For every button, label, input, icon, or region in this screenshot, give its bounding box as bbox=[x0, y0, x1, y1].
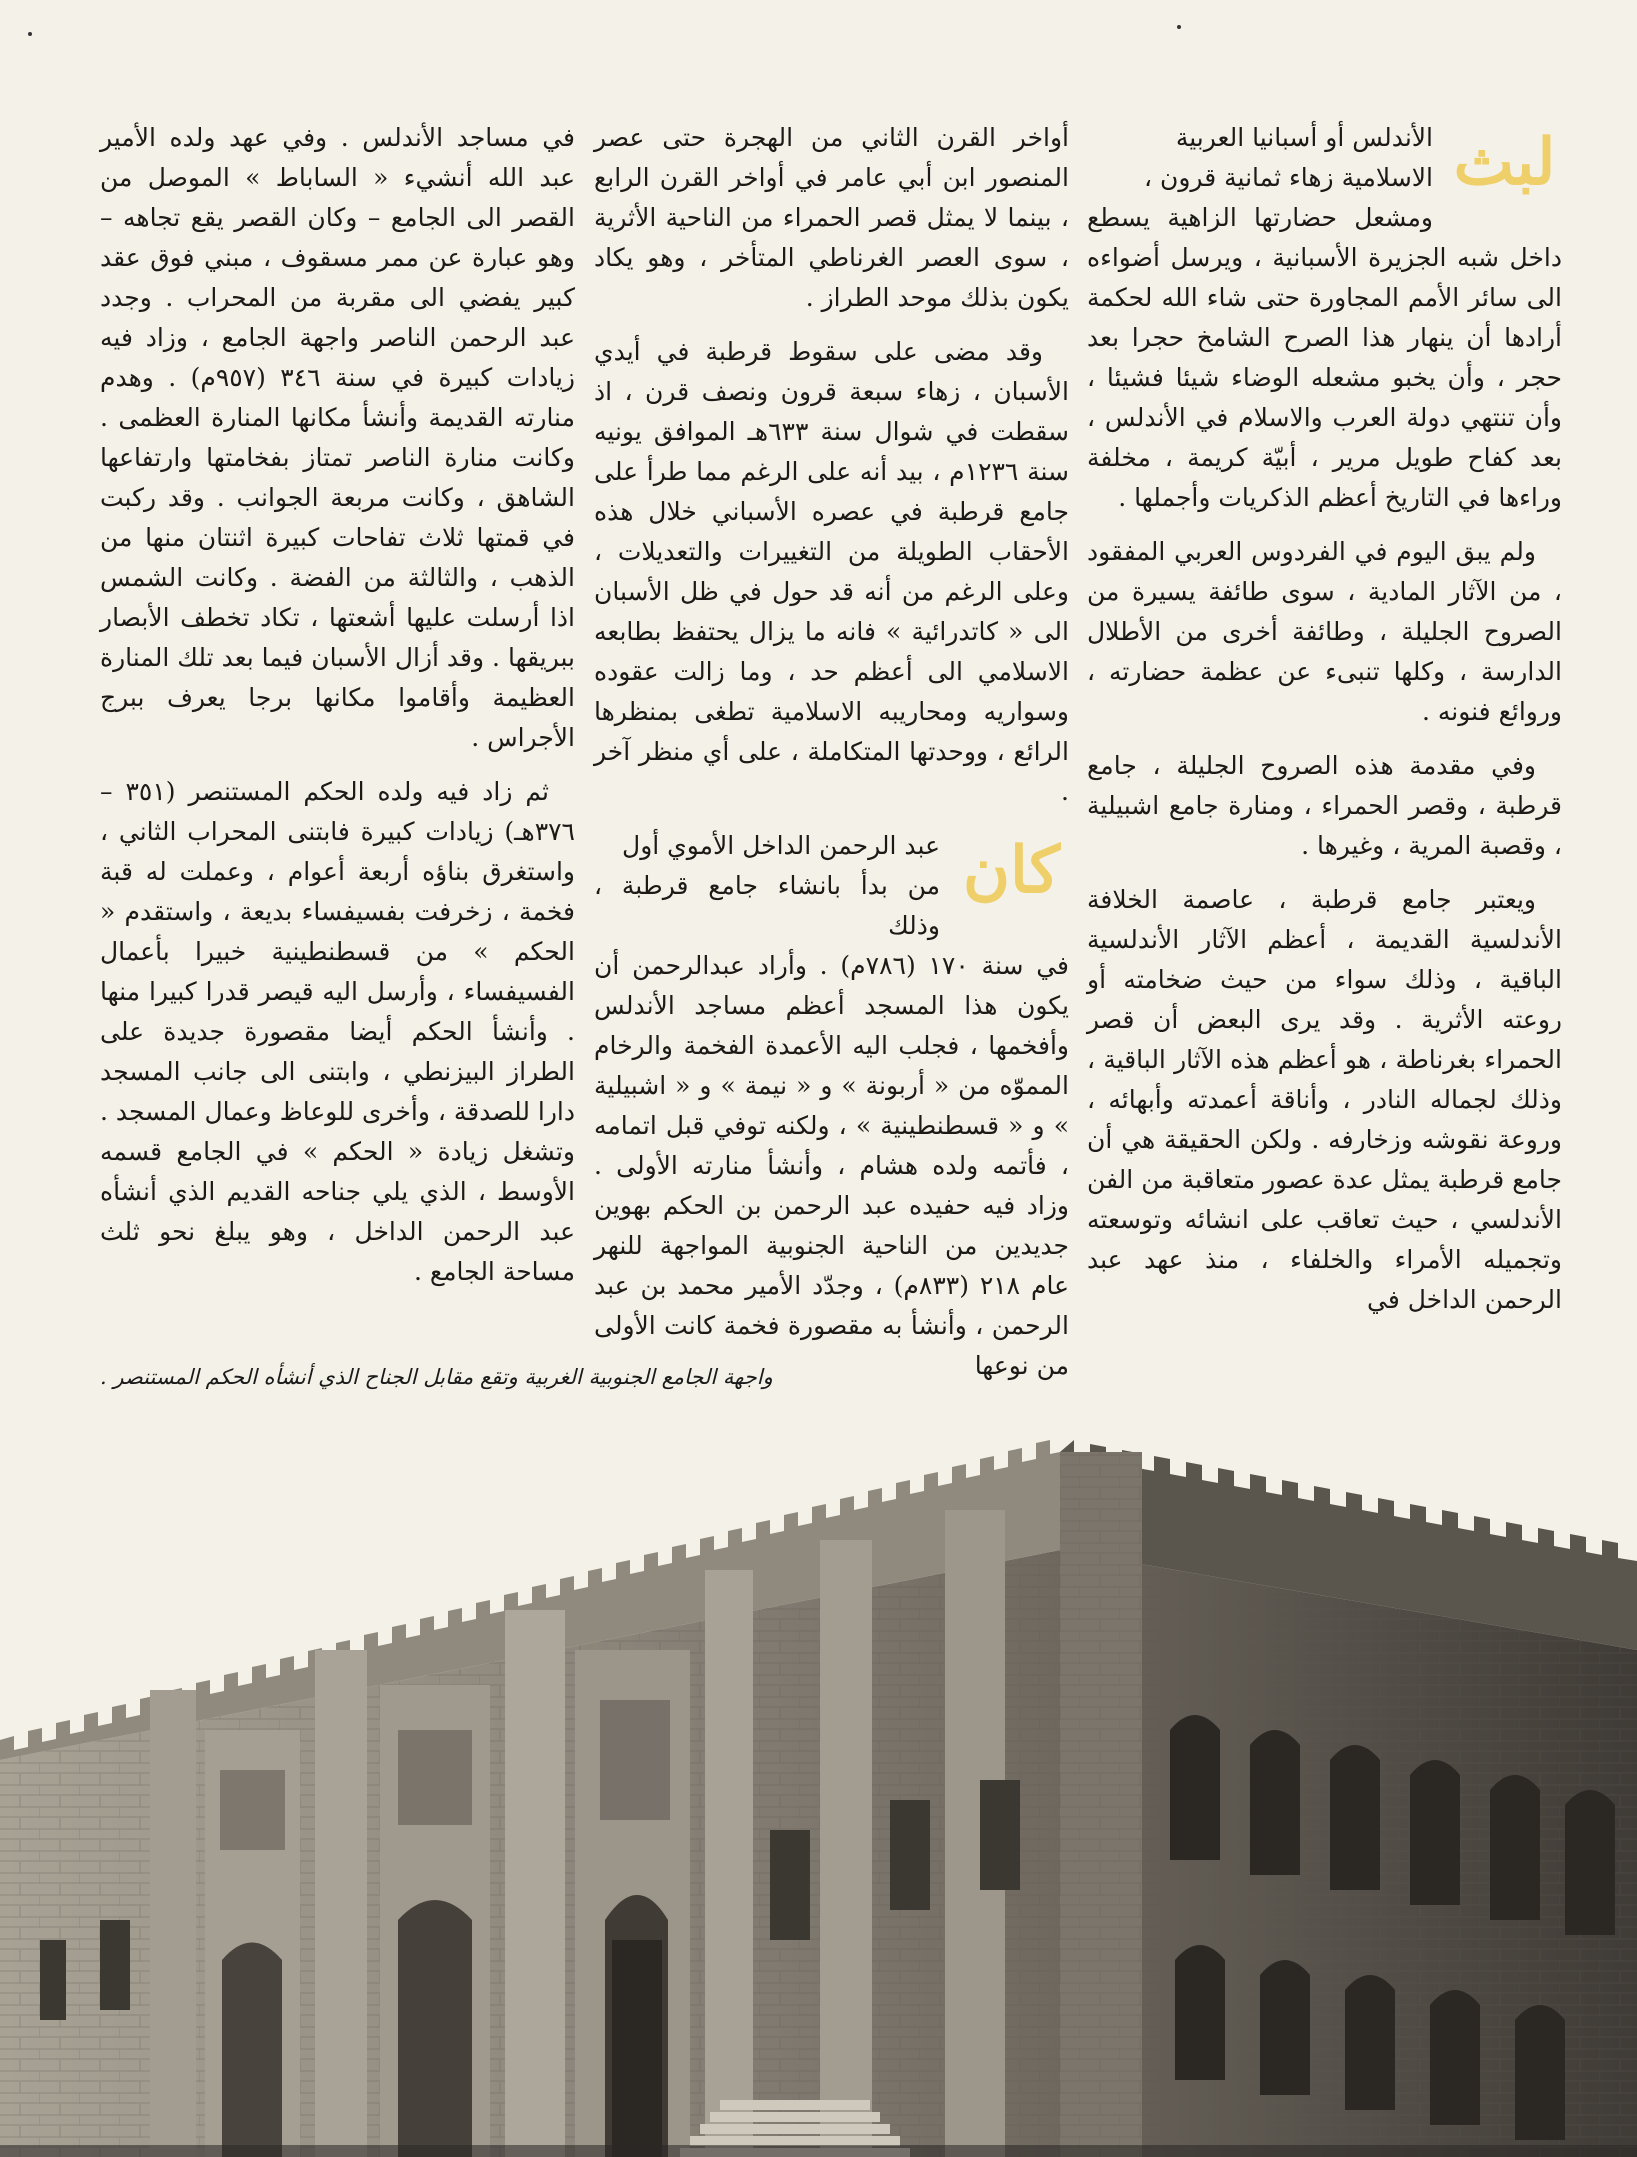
portal-medium bbox=[380, 1685, 490, 2157]
article-column-right bbox=[1087, 118, 1562, 1333]
photo-caption: واجهة الجامع الجنوبية الغربية وتقع مقابل الجناح الذي أنشأه الحكم المستنصر . bbox=[100, 1365, 773, 1389]
paragraph: وقد مضى على سقوط قرطبة في أيدي الأسبان ، زهاء سبعة قرون ونصف قرن ، اذ سقطت في شوال سنة ٦٣٣هـ الموافق يونيه سنة ١٢٣٦م ، بيد أنه على الرغم مما طرأ على جامع قرطبة في عصره الأسباني خلال هذه الأحقاب الطويلة من التغييرات والتعديلات ، وعلى الرغم من أنه قد حول في ظل الأسبان الى « كاتدرائية » فانه ما يزال يحتفظ بطابعه الاسلامي الى أعظم حد ، وما زالت عقوده وسواريه ومحاريبه الاسلامية تطغى بمنظرها الرائع ، ووحدتها المتكاملة ، على أي منظر آخر . bbox=[594, 337, 1069, 806]
drop-cap: كان bbox=[963, 833, 1060, 908]
paragraph: ومشعل حضارتها الزاهية يسطع داخل شبه الجزيرة الأسبانية ، ويرسل أضواءه الى سائر الأمم المجاورة حتى شاء الله لحكمة أرادها أن ينهار هذا الصرح الشامخ حجرا بعد حجر ، وأن يخبو مشعله الوضاء شيئا فشيئا ، وأن تنتهي دولة العرب والاسلام في الأندلس ، بعد كفاح طويل مرير ، أبيّة كريمة ، مخلفة وراءها في التاريخ أعظم الذكريات وأجملها . bbox=[1087, 203, 1562, 512]
lead-line: من بدأ بانشاء جامع قرطبة ، وذلك bbox=[594, 871, 940, 940]
paragraph: في مساجد الأندلس . وفي عهد ولده الأمير عبد الله أنشيء « الساباط » الموصل من القصر الى الجامع – وكان القصر يقع تجاهه – وهو عبارة عن ممر مسقوف ، مبني فوق عقد كبير يفضي الى مقربة من المحراب . وجدد عبد الرحمن الناصر واجهة الجامع ، وزاد فيه زيادات كبيرة في سنة ٣٤٦ (٩٥٧م) . وهدم منارته القديمة وأنشأ مكانها المنارة العظمى . وكانت منارة الناصر تمتاز بفخامتها وارتفاعها الشاهق ، وكانت مربعة الجوانب . وقد ركبت في قمتها ثلاث تفاحات كبيرة اثنتان منها من الذهب ، والثالثة من الفضة . وكانت الشمس اذا أرسلت عليها أشعتها ، تكاد تخطف الأبصار ببريقها . وقد أزال الأسبان فيما بعد تلك المنارة العظيمة وأقاموا مكانها برجا يعرف ببرج الأجراس . bbox=[100, 123, 575, 752]
print-mark bbox=[1177, 25, 1181, 29]
paragraph: وفي مقدمة هذه الصروح الجليلة ، جامع قرطبة ، وقصر الحمراء ، ومنارة جامع اشبيلية ، وقصبة المرية ، وغيرها . bbox=[1087, 751, 1562, 860]
print-mark bbox=[28, 32, 32, 36]
facade-illustration bbox=[0, 1400, 1637, 2157]
paragraph: ويعتبر جامع قرطبة ، عاصمة الخلافة الأندلسية القديمة ، أعظم الآثار الأندلسية الباقية ، وذلك سواء من حيث ضخامته أو روعته الأثرية . وقد يرى البعض أن قصر الحمراء بغرناطة ، هو أعظم هذه الآثار الباقية ، وذلك لجماله النادر ، وأناقة أعمدته وأبهائه ، وروعة نقوشه وزخارفه . ولكن الحقيقة هي أن جامع قرطبة يمثل عدة عصور متعاقبة من الفن الأندلسي ، حيث تعاقب على انشائه وتوسعته وتجميله الأمراء والخلفاء ، منذ عهد عبد الرحمن الداخل في bbox=[1087, 885, 1562, 1314]
section-opening bbox=[594, 826, 1069, 946]
paragraph: في سنة ١٧٠ (٧٨٦م) . وأراد عبدالرحمن أن يكون هذا المسجد أعظم مساجد الأندلس وأفخمها ، فجلب اليه الأعمدة الفخمة والرخام المموّه من « أربونة » و « نيمة » و « اشبيلية » و « قسطنطينية » ، ولكنه توفي قبل اتمامه ، فأتمه ولده هشام ، وأنشأ منارته الأولى . وزاد فيه حفيده عبد الرحمن بن الحكم بهوين جديدين من الناحية الجنوبية المواجهة للنهر عام ٢١٨ (٨٣٣م) ، وجدّد الأمير محمد بن عبد الرحمن ، وأنشأ به مقصورة فخمة كانت الأولى من نوعها bbox=[594, 951, 1070, 1380]
mosque-facade-photo bbox=[0, 1400, 1637, 2157]
portal-small bbox=[205, 1730, 300, 2157]
lead-line: عبد الرحمن الداخل الأموي أول bbox=[622, 831, 940, 860]
paragraph: ولم يبق اليوم في الفردوس العربي المفقود ، من الآثار المادية ، سوى طائفة يسيرة من الصروح الجليلة ، وطائفة أخرى من الأطلال الدارسة ، وكلها تنبىء عن عظمة حضارته ، وروائع فنونه . bbox=[1087, 537, 1562, 726]
portal-large bbox=[575, 1650, 690, 2157]
paragraph: أواخر القرن الثاني من الهجرة حتى عصر المنصور ابن أبي عامر في أواخر القرن الرابع ، بينما لا يمثل قصر الحمراء من الناحية الأثرية ، سوى العصر الغرناطي المتأخر ، وهو يكاد يكون بذلك موحد الطراز . bbox=[594, 123, 1069, 312]
article-column-middle bbox=[594, 118, 1070, 1380]
lead-line: الأندلس أو أسبانيا العربية bbox=[1175, 123, 1433, 152]
lead-line: الاسلامية زهاء ثمانية قرون ، bbox=[1143, 163, 1433, 192]
drop-cap: لبث bbox=[1453, 125, 1556, 200]
paragraph: ثم زاد فيه ولده الحكم المستنصر (٣٥١ – ٣٧٦هـ) زيادات كبيرة فابتنى المحراب الثاني ، واستغرق بناؤه أربعة أعوام ، وعملت له قبة فخمة ، زخرفت بفسيفساء بديعة ، واستقدم « الحكم » من قسطنطينية خبيرا بأعمال الفسيفساء ، وأرسل اليه قيصر قدرا كبيرا منها . وأنشأ الحكم أيضا مقصورة جديدة على الطراز البيزنطي ، وابتنى الى جانب المسجد دارا للصدقة ، وأخرى للوعاظ وعمال المسجد . وتشغل زيادة « الحكم » في الجامع قسمه الأوسط ، الذي يلي جناحه القديم الذي أنشأه عبد الرحمن الداخل ، وهو يبلغ نحو ثلث مساحة الجامع . bbox=[100, 777, 575, 1286]
opening-paragraph bbox=[1087, 118, 1562, 198]
article-column-left bbox=[100, 118, 575, 1333]
